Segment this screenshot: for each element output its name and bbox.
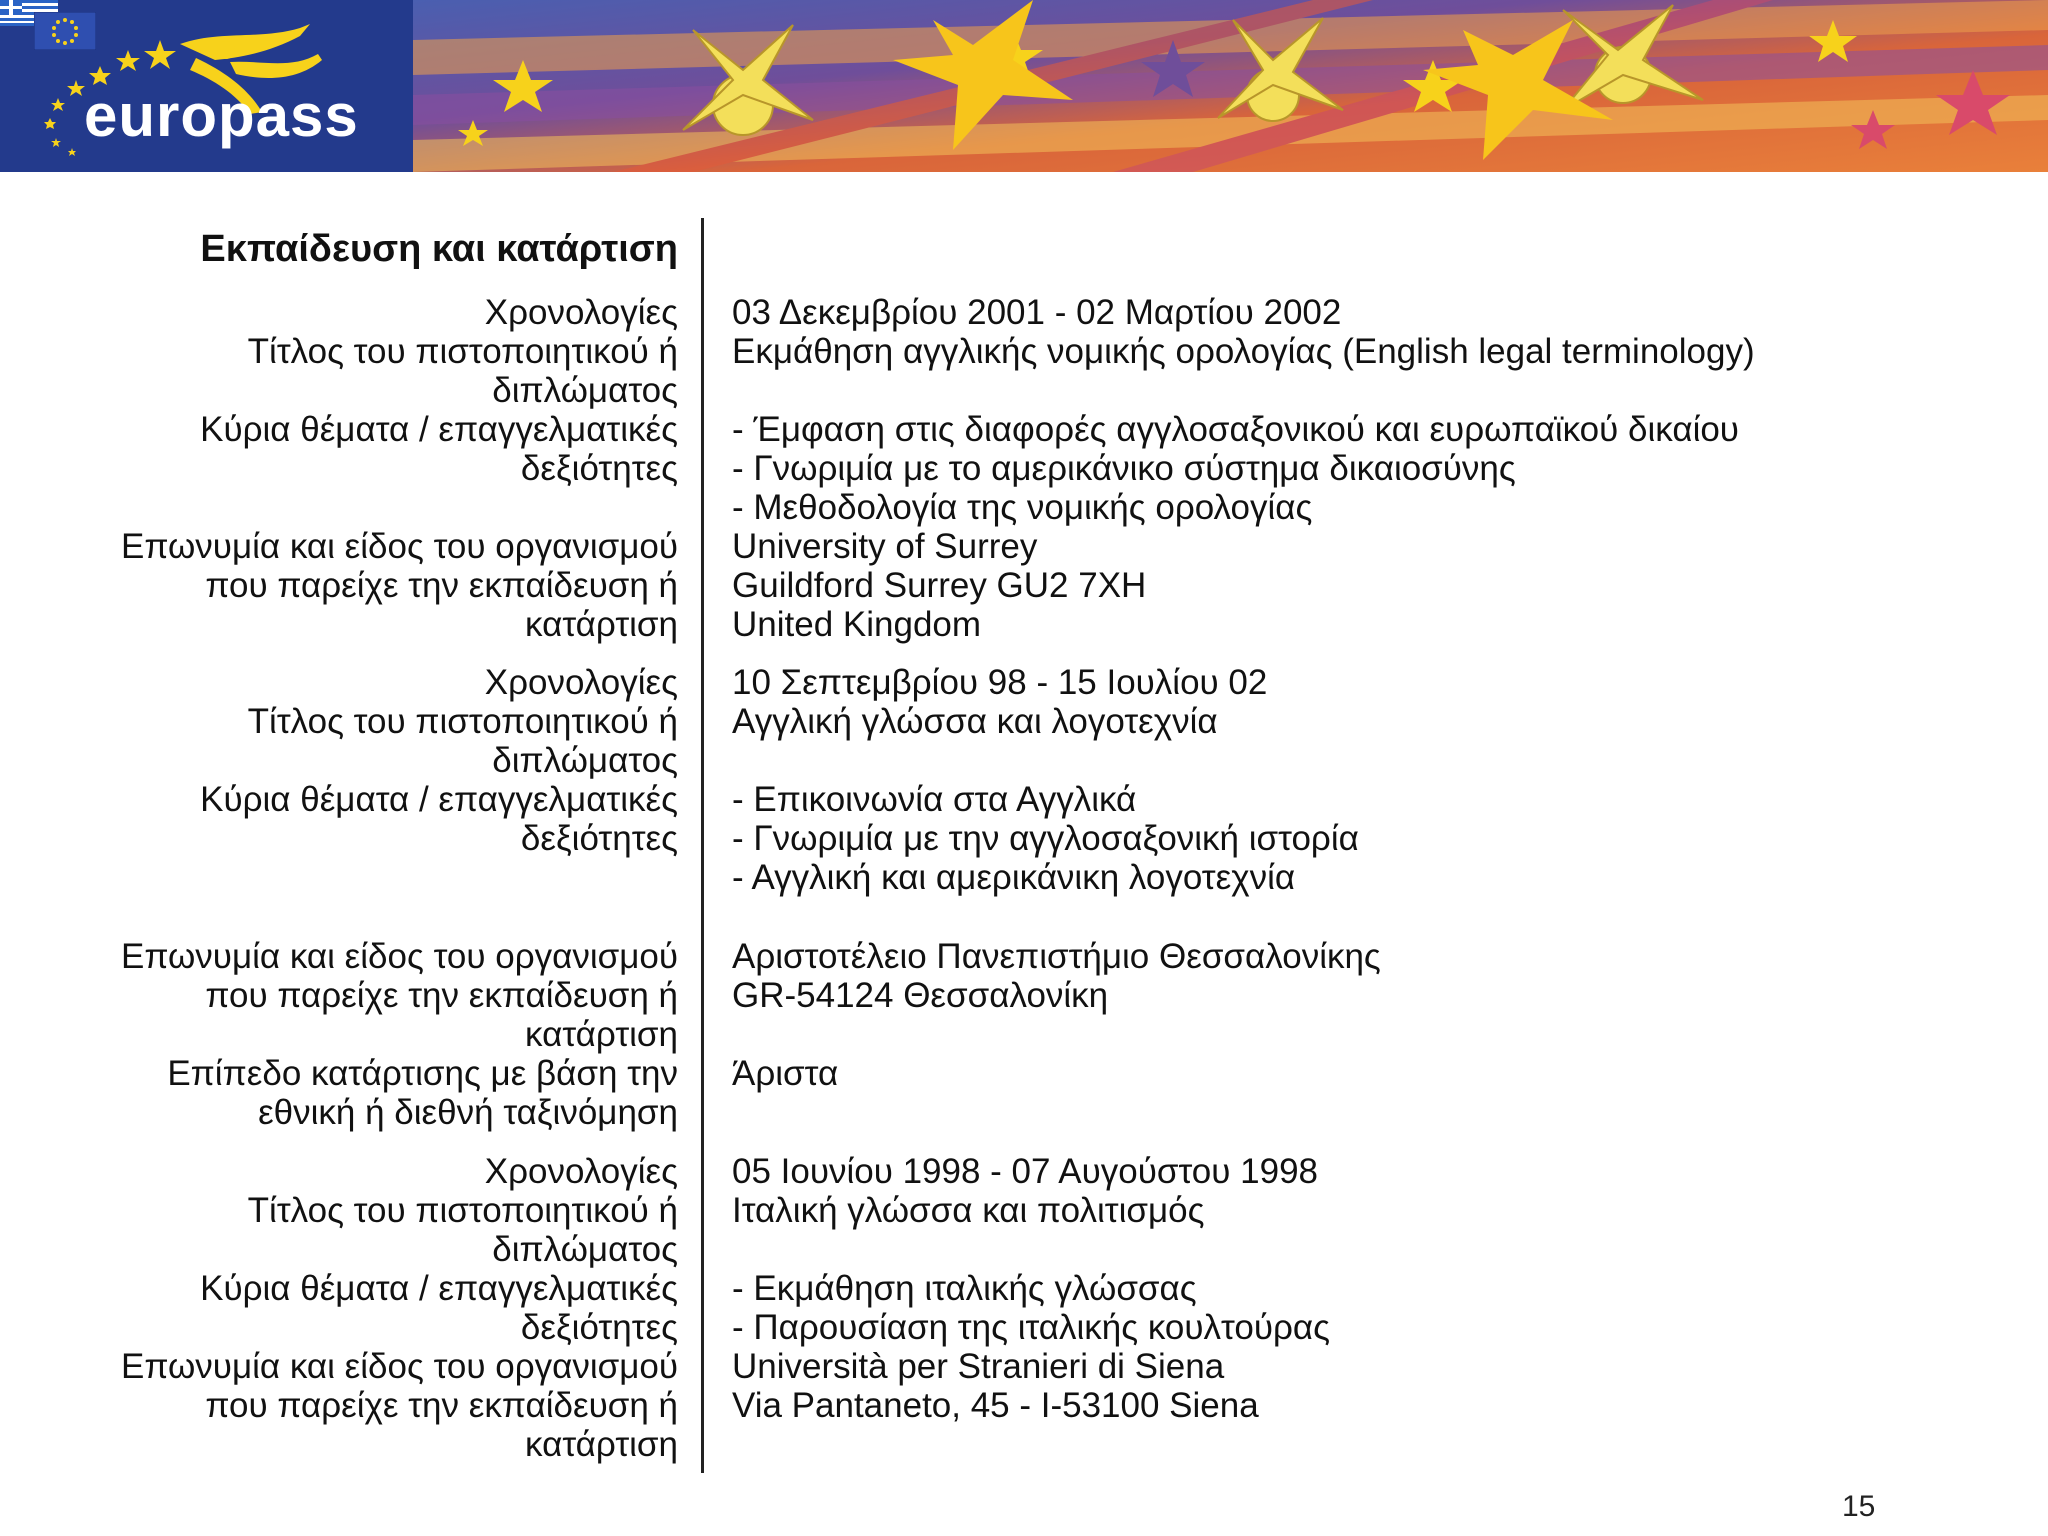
europass-logo-text: europass: [84, 82, 359, 149]
entry-1-dates: 03 Δεκεμβρίου 2001 - 02 Μαρτίου 2002: [732, 293, 1342, 332]
entry-2-dates-label: Χρονολογίες: [484, 663, 678, 702]
column-divider: [701, 218, 704, 1473]
eu-flag-icon: [34, 12, 96, 50]
page-number: 15: [1842, 1490, 1876, 1523]
section-title: Εκπαίδευση και κατάρτιση: [200, 228, 678, 270]
entry-3-dates: 05 Ιουνίου 1998 - 07 Αυγούστου 1998: [732, 1152, 1318, 1191]
entry-1-title: Εκμάθηση αγγλικής νομικής ορολογίας (English legal terminology): [732, 332, 1755, 371]
entry-3-title-label: Τίτλος του πιστοποιητικού ή διπλώματος: [247, 1191, 678, 1269]
entry-3-dates-label: Χρονολογίες: [484, 1152, 678, 1191]
entry-1-dates-label: Χρονολογίες: [484, 293, 678, 332]
entry-2-title-label: Τίτλος του πιστοποιητικού ή διπλώματος: [247, 702, 678, 780]
entry-1-organisation-label: Επωνυμία και είδος του οργανισμού που παρείχε την εκπαίδευση ή κατάρτιση: [120, 527, 678, 644]
entry-1-subjects: - Έμφαση στις διαφορές αγγλοσαξονικού και ευρωπαϊκού δικαίου - Γνωριμία με το αμερικάνικο σύστημα δικαιοσύνης - Μεθοδολογία της νομικής ορολογίας: [732, 410, 1739, 527]
entry-2-organisation: Αριστοτέλειο Πανεπιστήμιο Θεσσαλονίκης GR-54124 Θεσσαλονίκη: [732, 937, 1381, 1015]
entry-1-subjects-label: Κύρια θέματα / επαγγελματικές δεξιότητες: [200, 410, 678, 488]
entry-2-level-label: Επίπεδο κατάρτισης με βάση την εθνική ή διεθνή ταξινόμηση: [167, 1054, 678, 1132]
entry-1-title-label: Τίτλος του πιστοποιητικού ή διπλώματος: [247, 332, 678, 410]
entry-3-subjects-label: Κύρια θέματα / επαγγελματικές δεξιότητες: [200, 1269, 678, 1347]
europass-logo-panel: [0, 0, 413, 172]
europass-banner: [0, 0, 2048, 172]
entry-1-organisation: University of Surrey Guildford Surrey GU2 7XH United Kingdom: [732, 527, 1147, 644]
banner-artwork: [413, 0, 2048, 172]
entry-2-dates: 10 Σεπτεμβρίου 98 - 15 Ιουλίου 02: [732, 663, 1268, 702]
entry-2-subjects-label: Κύρια θέματα / επαγγελματικές δεξιότητες: [200, 780, 678, 858]
entry-2-title: Αγγλική γλώσσα και λογοτεχνία: [732, 702, 1218, 741]
entry-3-organisation-label: Επωνυμία και είδος του οργανισμού που παρείχε την εκπαίδευση ή κατάρτιση: [120, 1347, 678, 1464]
entry-2-subjects: - Επικοινωνία στα Αγγλικά - Γνωριμία με την αγγλοσαξονική ιστορία - Αγγλική και αμερικάνικη λογοτεχνία: [732, 780, 1359, 897]
entry-3-title: Ιταλική γλώσσα και πολιτισμός: [732, 1191, 1205, 1230]
entry-2-organisation-label: Επωνυμία και είδος του οργανισμού που παρείχε την εκπαίδευση ή κατάρτιση: [120, 937, 678, 1054]
entry-3-organisation: Università per Stranieri di Siena Via Pantaneto, 45 - I-53100 Siena: [732, 1347, 1259, 1425]
entry-3-subjects: - Εκμάθηση ιταλικής γλώσσας - Παρουσίαση της ιταλικής κουλτούρας: [732, 1269, 1330, 1347]
entry-2-level: Άριστα: [732, 1054, 839, 1093]
